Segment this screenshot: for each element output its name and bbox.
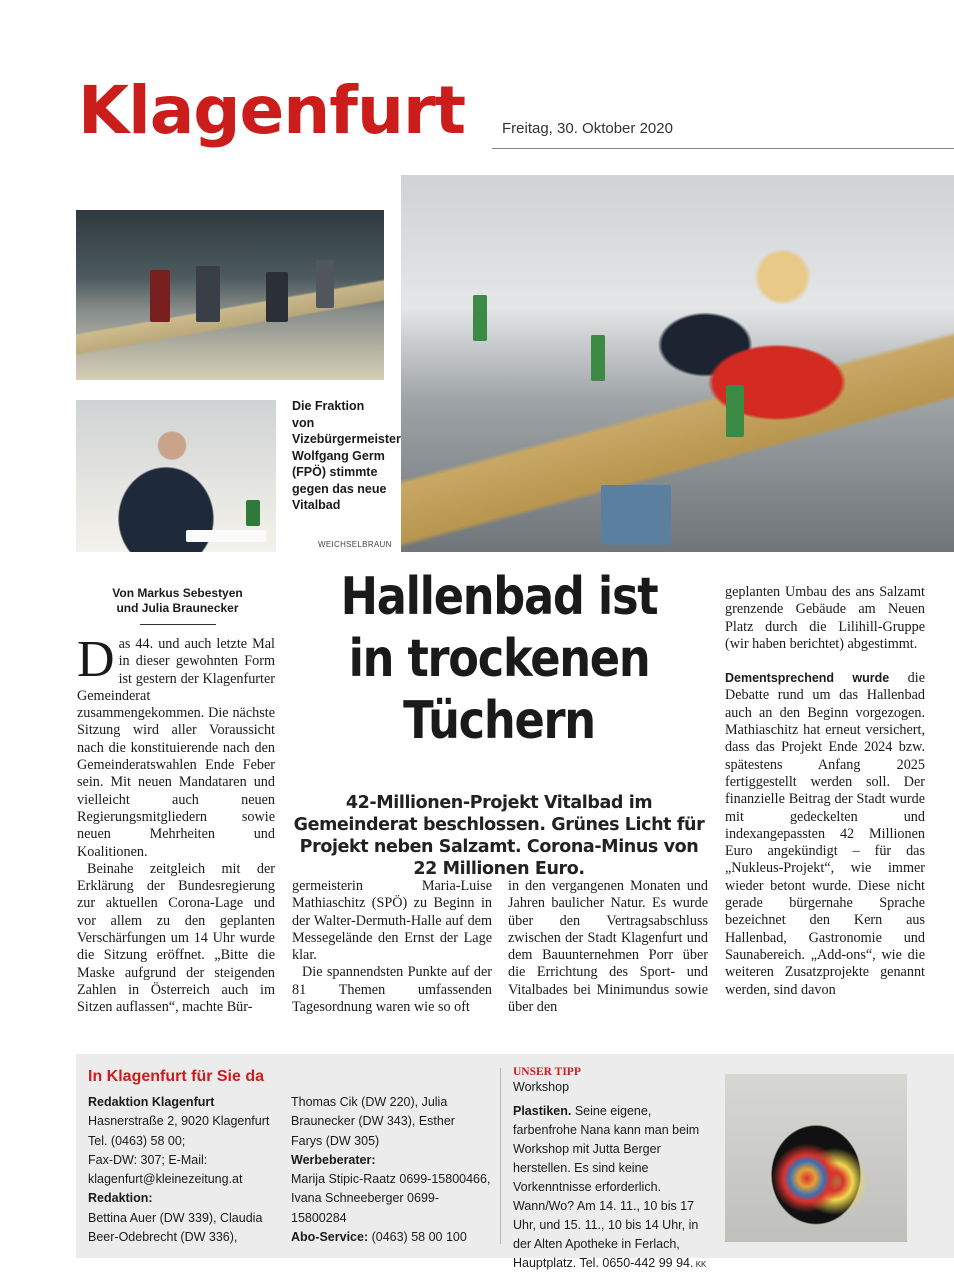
paragraph xyxy=(725,670,925,999)
byline-author-1: Von Markus Sebestyen xyxy=(112,586,243,600)
photo-credit: WEICHSELBRAUN xyxy=(318,540,392,549)
office-phone: Tel. (0463) 58 00; xyxy=(88,1133,186,1148)
editorial-names: Farys (DW 305) xyxy=(291,1133,380,1148)
tip-label: UNSER TIPP xyxy=(513,1066,581,1078)
paragraph: in den vergangenen Monaten und Jahren baulicher Natur. Es wurde über den Vertragsabschluss zwischen der Stadt Klagenfurt und dem Bauunternehmen Porr über die Errichtung des Sport- und Vitalbades bei Minimundus sowie über den xyxy=(508,878,708,1016)
editorial-label: Redaktion: xyxy=(88,1191,153,1206)
article-column-1 xyxy=(77,631,275,1017)
paragraph: Die spannendsten Punkte auf der 81 Themen umfassenden Tagesordnung waren wie so oft xyxy=(292,964,492,1016)
advertising-contact: Ivana Schneeberger 0699- xyxy=(291,1191,440,1206)
office-address: Hasnerstraße 2, 9020 Klagenfurt xyxy=(88,1114,270,1129)
photo-vice-mayor-germ xyxy=(76,400,276,552)
section-masthead: Klagenfurt xyxy=(78,72,466,149)
tip-lead: Plastiken. xyxy=(513,1104,572,1118)
editorial-names: Beer-Odebrecht (DW 336), xyxy=(88,1230,238,1245)
editorial-names: Bettina Auer (DW 339), Claudia xyxy=(88,1210,263,1225)
article-column-2 xyxy=(292,878,492,1016)
advertising-contact: Marija Stipic-Raatz 0699-15800466, xyxy=(291,1172,491,1187)
tip-divider xyxy=(500,1068,501,1244)
subheadline: 42-Millionen-Projekt Vitalbad im Gemeinderat beschlossen. Grünes Licht für Projekt neben Salzamt. Corona-Minus von 22 Millionen Euro. xyxy=(293,793,705,879)
header-rule xyxy=(492,148,954,149)
paragraph: Beinahe zeitgleich mit der Erklärung der Bundesregierung zur aktuellen Corona-Lage und vor allem zu den geplanten Verschärfungen um 14 Uhr wurde die Sitzung eröffnet. „Bitte die Maske aufgrund der steigenden Zahlen in Österreich auch im Sitzen auflassen“, machte Bür- xyxy=(77,860,275,1016)
tip-credit: KK xyxy=(693,1260,707,1269)
drop-cap: D xyxy=(77,631,115,688)
office-email[interactable]: klagenfurt@kleinezeitung.at xyxy=(88,1172,243,1187)
tip-body: Seine eigene, farbenfrohe Nana kann man beim Workshop mit Jutta Berger herstellen. Es sind keine Vorkenntnisse erforderlich. Wann/Wo? Am 14. 11., 10 bis 17 Uhr, und 15. 11., 10 bis 14 Uhr, in der Alten Apotheke in Ferlach, Hauptplatz. Tel. 0650-442 99 94. xyxy=(513,1104,700,1270)
office-label: Redaktion Klagenfurt xyxy=(88,1095,215,1109)
paragraph: geplanten Umbau des ans Salzamt grenzende Gebäude am Neuen Platz durch die Lilihill-Gruppe (wir haben berichtet) abgestimmt. xyxy=(725,584,925,652)
paragraph: germeisterin Maria-Luise Mathiaschitz (SPÖ) zu Beginn in der Walter-Dermuth-Halle auf dem Messegelände den Ernst der Lage klar. xyxy=(292,878,492,964)
office-fax: Fax-DW: 307; E-Mail: xyxy=(88,1152,208,1167)
info-box-title: In Klagenfurt für Sie da xyxy=(88,1068,265,1085)
contact-column-2 xyxy=(291,1093,491,1247)
subscription-phone: (0463) 58 00 100 xyxy=(368,1230,467,1245)
subscription-label: Abo-Service: xyxy=(291,1230,369,1245)
article-column-4 xyxy=(725,584,925,999)
advertising-contact: 15800284 xyxy=(291,1210,347,1225)
photo-caption: Die Fraktion von Vizebürgermeister Wolfgang Germ (FPÖ) stimmte gegen das neue Vitalbad xyxy=(292,399,401,512)
headline: Hallenbad ist in trockenen Tüchern xyxy=(340,567,658,751)
paragraph-lead: Dementsprechend wurde xyxy=(725,671,890,686)
byline-rule xyxy=(140,624,216,625)
photo-mayor-mathiaschitz xyxy=(401,175,954,552)
byline xyxy=(90,586,265,616)
editorial-names: Thomas Cik (DW 220), Julia xyxy=(291,1095,448,1109)
issue-date: Freitag, 30. Oktober 2020 xyxy=(502,120,673,137)
photo-nana-sculpture xyxy=(725,1074,907,1242)
photo-council-table xyxy=(76,210,384,380)
editorial-names: Braunecker (DW 343), Esther xyxy=(291,1114,455,1129)
advertising-label: Werbeberater: xyxy=(291,1152,376,1167)
contact-column-1 xyxy=(88,1093,278,1247)
paragraph-text: die Debatte rund um das Hallenbad auch an den Beginn vorgezogen. Mathiaschitz hat erneut versichert, dass das Projekt Ende 2024 bzw. spätestens Anfang 2025 fertiggestellt werden soll. Der finanzielle Beitrag der Stadt wurde mit gedeckelten und indexangepassten 42 Millionen Euro angekündigt – für das „Nukleus-Projekt“, wie immer wieder betont wurde. Diese nicht gerade bürgernahe Sprache bezeichnet den Kern aus Hallenbad, Gastronomie und Saunabereich. „Add-ons“, wie die weiteren Zusatzprojekte genannt werden, sind davon xyxy=(725,670,925,998)
article-column-3 xyxy=(508,878,708,1016)
byline-author-2: und Julia Braunecker xyxy=(116,601,239,615)
tip-subtitle: Workshop xyxy=(513,1080,570,1094)
tip-text xyxy=(513,1102,713,1274)
paragraph: as 44. und auch letzte Mal in dieser gewohnten Form ist gestern der Klagenfurter Gemeinderat zusammengekommen. Die nächste Sitzung wird aller Voraussicht nach die konstituierende nach den Gemeinderatswahlen Ende Feber sein. Mit neuen Mandataren und vielleicht auch neuen Regierungsmitgliedern sowie neuen Mehrheiten und Koalitionen. xyxy=(77,636,275,860)
